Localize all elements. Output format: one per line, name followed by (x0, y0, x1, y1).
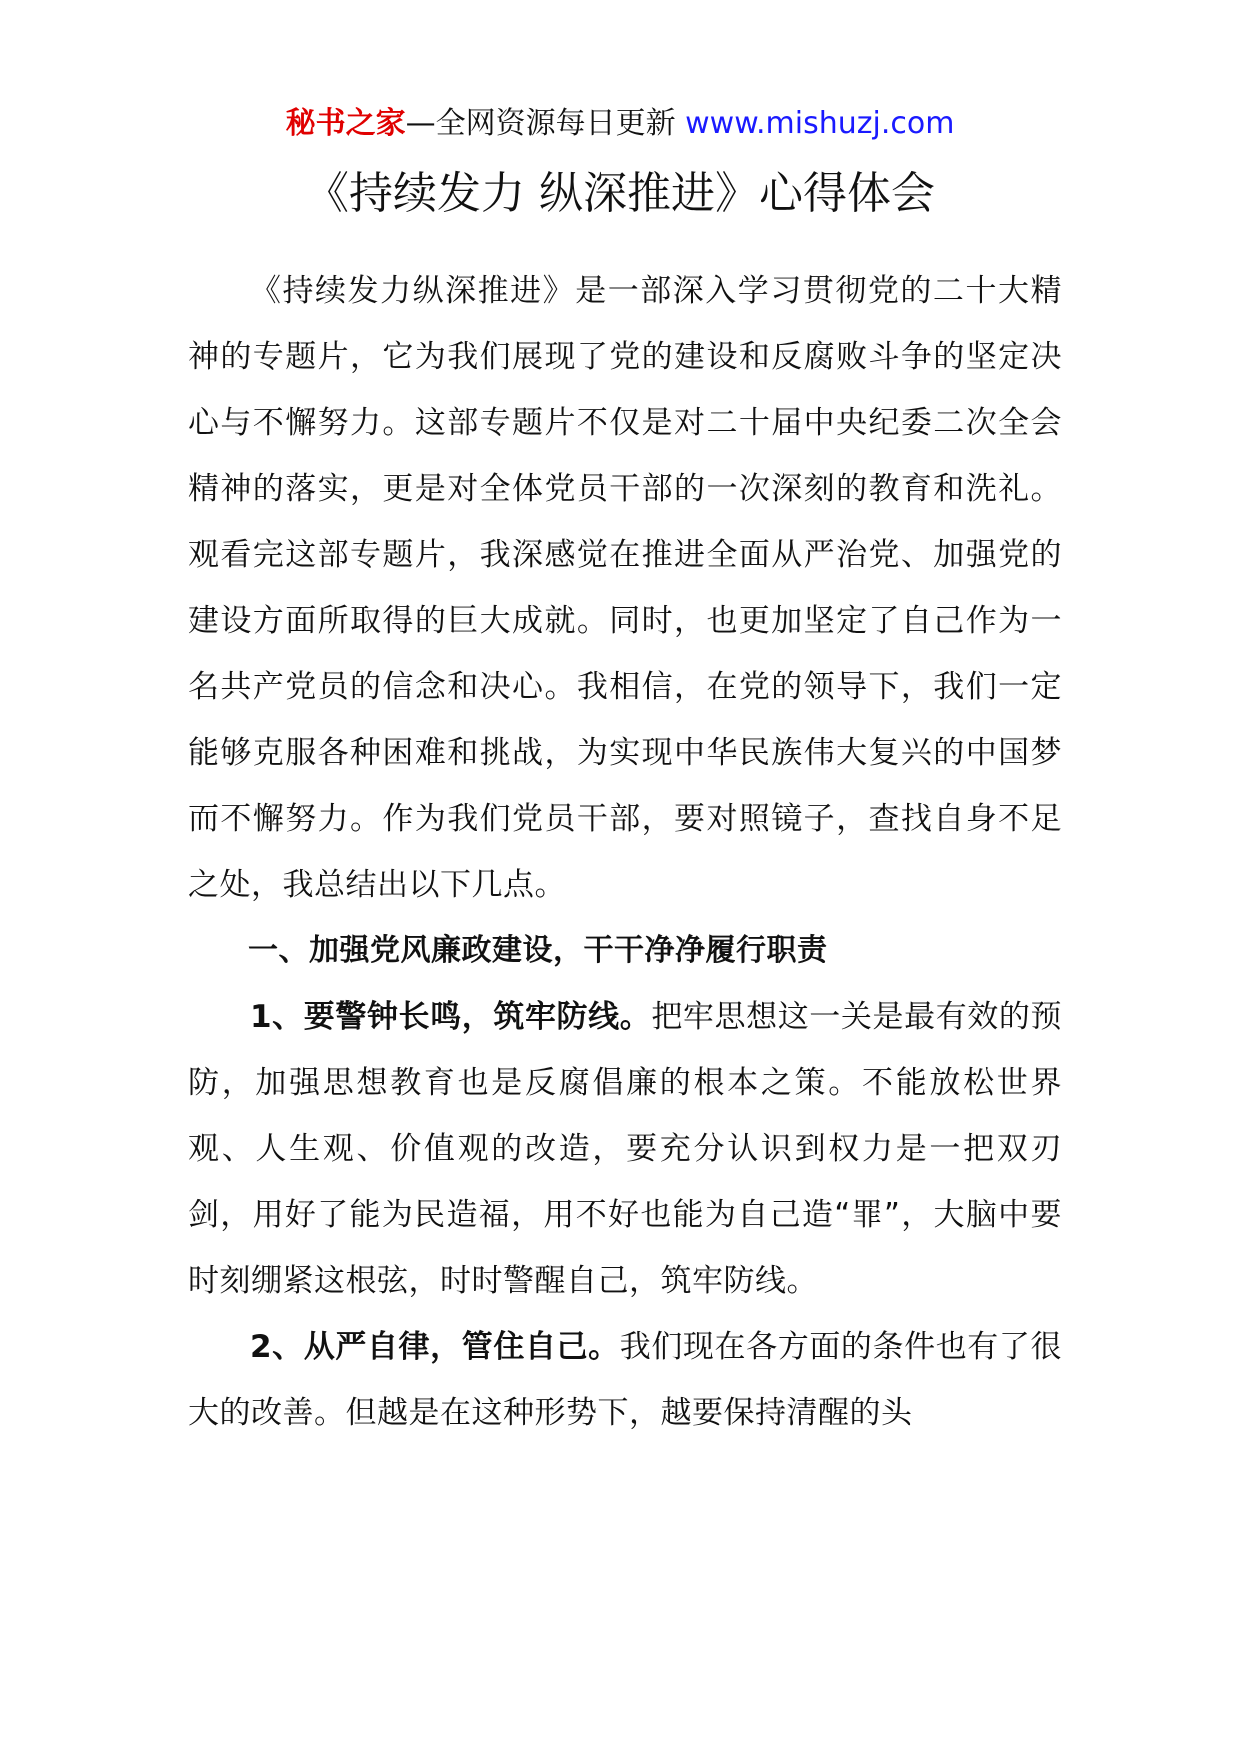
site-url-link[interactable]: www.mishuzj.com (685, 106, 955, 141)
brand-name: 秘书之家 (285, 106, 406, 141)
point-1-body: 把牢思想这一关是最有效的预防，加强思想教育也是反腐倡廉的根本之策。不能放松世界观、人生观、价值观的改造，要充分认识到权力是一把双刃剑，用好了能为民造福，用不好也能为自己造“罪”，大脑中要时刻绷紧这根弦，时时警醒自己，筑牢防线。 (188, 999, 1062, 1299)
point-2-lead: 2、从严自律，管住自己。 (250, 1329, 620, 1365)
document-title: 《持续发力 纵深推进》心得体会 (305, 168, 935, 219)
point-1-paragraph (188, 984, 1062, 1314)
point-2-paragraph (188, 1314, 1062, 1446)
intro-paragraph: 《持续发力纵深推进》是一部深入学习贯彻党的二十大精神的专题片，它为我们展现了党的建设和反腐败斗争的坚定决心与不懈努力。这部专题片不仅是对二十届中央纪委二次全会精神的落实，更是对全体党员干部的一次深刻的教育和洗礼。观看完这部专题片，我深感觉在推进全面从严治党、加强党的建设方面所取得的巨大成就。同时，也更加坚定了自己作为一名共产党员的信念和决心。我相信，在党的领导下，我们一定能够克服各种困难和挑战，为实现中华民族伟大复兴的中国梦而不懈努力。作为我们党员干部，要对照镜子，查找自身不足之处，我总结出以下几点。 (188, 273, 1062, 903)
site-banner (0, 104, 1240, 144)
section-heading: 一、加强党风廉政建设，干干净净履行职责 (248, 933, 828, 968)
document-body (188, 258, 1062, 1446)
point-2-body: 我们现在各方面的条件也有了很大的改善。但越是在这种形势下，越要保持清醒的头 (188, 1329, 1062, 1431)
point-1-lead: 1、要警钟长鸣，筑牢防线。 (250, 999, 652, 1035)
banner-tagline: —全网资源每日更新 (405, 106, 686, 141)
